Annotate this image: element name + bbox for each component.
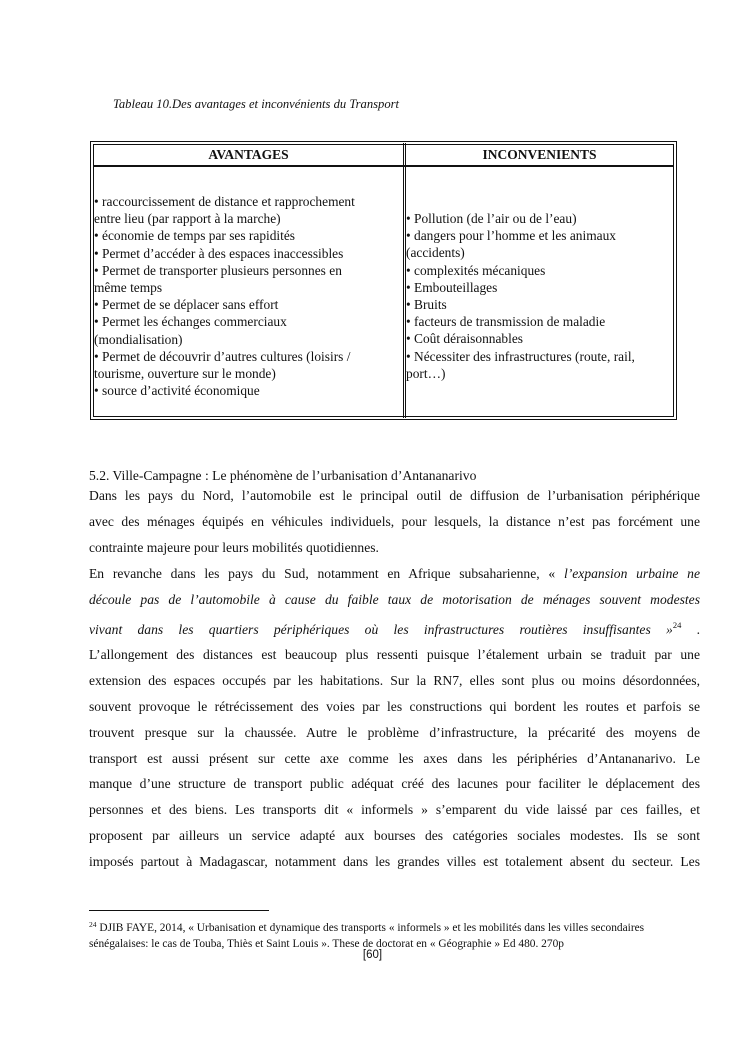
advantage-line: entre lieu (par rapport à la marche)	[94, 211, 281, 227]
sentence-end: .	[696, 621, 700, 637]
table-caption: Tableau 10.Des avantages et inconvénients du Transport	[113, 97, 400, 111]
advantages-cell	[94, 193, 399, 399]
paragraph-line: transport est aussi présent sur cette axe comme les axes dans les périphéries d’Antananarivo. Le	[89, 750, 700, 766]
paragraph-line: imposés partout à Madagascar, notamment dans les grandes villes est totalement absent du secteur. Les	[89, 853, 700, 869]
header-disadvantages: INCONVENIENTS	[482, 147, 597, 162]
advantage-line: • Permet d’accéder à des espaces inaccessibles	[94, 245, 344, 261]
header-advantages: AVANTAGES	[208, 147, 289, 162]
advantage-line: (mondialisation)	[94, 331, 183, 347]
paragraph-north	[89, 483, 700, 560]
paragraph-line: manque d’une structure de transport public adéquat créé des lacunes pour faciliter le déplacement des	[89, 776, 700, 792]
paragraph-line: personnes et des biens. Les transports dit « informels » s’emparent du vide laissé par ces failles, et	[89, 802, 700, 818]
advantage-line: • Permet de se déplacer sans effort	[94, 297, 279, 313]
advantage-line: • Permet de transporter plusieurs personnes en	[94, 262, 342, 278]
disadvantage-line: • Nécessiter des infrastructures (route, rail,	[406, 348, 635, 364]
paragraph-line: proposent par ailleurs un service adapté aux bourses des catégories sociales modestes. Ils se sont	[89, 827, 700, 843]
quote-close: »	[650, 621, 673, 637]
paragraph-line	[89, 561, 700, 587]
footnote	[89, 917, 700, 952]
paragraph-line: souvent provoque le rétrécissement des voies par les constructions qui bordent les routes et parfois se	[89, 698, 700, 714]
footnote-text: DJIB FAYE, 2014, « Urbanisation et dynamique des transports « informels » et les mobilités dans les villes secondaires	[96, 922, 645, 934]
page-number: [60]	[362, 949, 383, 961]
footnote-ref[interactable]: 24	[672, 619, 682, 630]
disadvantage-line: • dangers pour l’homme et les animaux	[406, 228, 616, 244]
disadvantage-line: • Embouteillages	[406, 279, 498, 295]
footnote-number: 24	[89, 920, 97, 929]
paragraph-line	[89, 613, 700, 643]
table-inner-border	[93, 144, 674, 417]
disadvantage-line: • Pollution (de l’air ou de l’eau)	[406, 211, 577, 226]
advantages-table	[90, 141, 677, 420]
paragraph-line: avec des ménages équipés en véhicules individuels, pour lesquels, la distance n’est pas forcément une	[89, 513, 700, 529]
footnote-line	[89, 917, 700, 936]
header-divider	[94, 166, 673, 167]
disadvantage-line: • complexités mécaniques	[406, 262, 546, 278]
disadvantage-line: port…)	[406, 365, 446, 381]
advantage-line: • source d’activité économique	[94, 383, 260, 399]
paragraph-line: extension des espaces occupés par les habitations. Sur la RN7, elles sont plus ou moins désordonnées,	[89, 673, 700, 689]
paragraph-line: trouvent presque sur la chaussée. Autre le problème d’infrastructure, la précarité des moyens de	[89, 724, 700, 740]
paragraph-south	[89, 561, 700, 875]
quote-text: l’expansion urbaine ne	[563, 566, 700, 581]
paragraph-line: Dans les pays du Nord, l’automobile est le principal outil de diffusion de l’urbanisation périphérique	[89, 488, 700, 503]
advantage-line: même temps	[94, 280, 163, 296]
disadvantages-cell	[406, 210, 676, 382]
paragraph-line: contrainte majeure pour leurs mobilités quotidiennes.	[89, 539, 379, 555]
intro-text: En revanche dans les pays du Sud, notamment en Afrique subsaharienne, «	[89, 566, 564, 581]
footnote-line: sénégalaises: le cas de Touba, Thiès et Saint Louis ». These de doctorat en « Géographie » Ed 480. 270p	[89, 938, 564, 950]
advantage-line: • économie de temps par ses rapidités	[94, 228, 296, 244]
disadvantage-line: • facteurs de transmission de maladie	[406, 314, 606, 330]
advantage-line: • Permet de découvrir d’autres cultures (loisirs /	[94, 348, 351, 364]
section-heading: 5.2. Ville-Campagne : Le phénomène de l’urbanisation d’Antananarivo	[89, 468, 477, 483]
advantage-line: • raccourcissement de distance et rapprochement	[94, 194, 355, 209]
disadvantage-line: • Coût déraisonnables	[406, 331, 523, 347]
paragraph-line: L’allongement des distances est beaucoup plus ressenti puisque l’étalement urbain se traduit par une	[89, 647, 700, 663]
quote-text: vivant dans les quartiers périphériques où les infrastructures routières insuffisantes	[89, 621, 651, 637]
advantage-line: • Permet les échanges commerciaux	[94, 314, 287, 330]
advantage-line: tourisme, ouverture sur le monde)	[94, 366, 276, 382]
disadvantage-line: (accidents)	[406, 245, 465, 261]
quote-line: découle pas de l’automobile à cause du faible taux de motorisation de ménages souvent modestes	[89, 591, 700, 607]
footnote-separator	[89, 910, 269, 911]
disadvantage-line: • Bruits	[406, 297, 447, 313]
